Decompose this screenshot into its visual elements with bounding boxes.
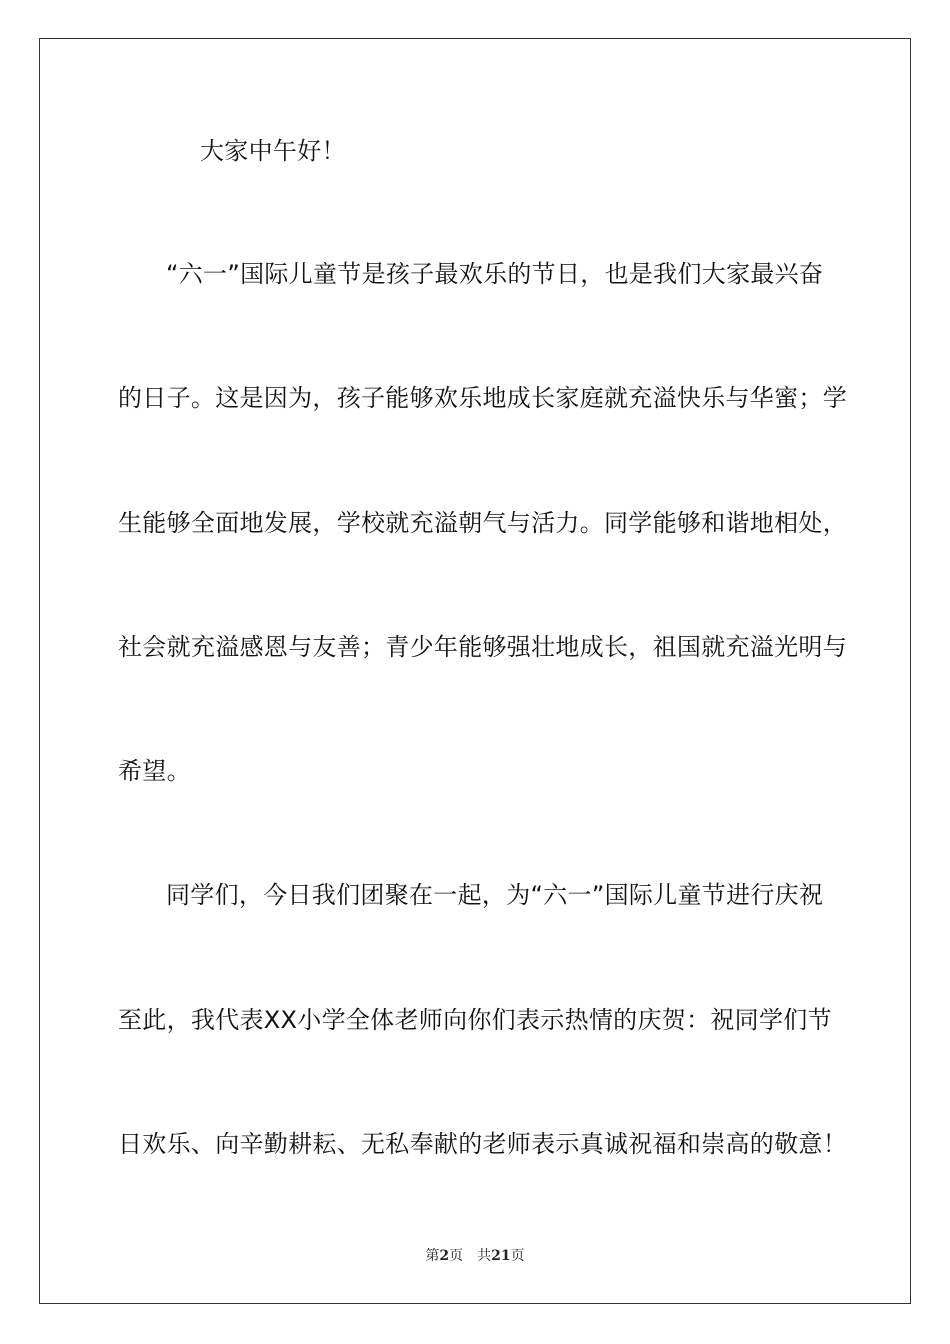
paragraph-line: 希望。 xyxy=(118,757,191,785)
paragraph-line: 的日子。这是因为，孩子能够欢乐地成长家庭就充溢快乐与华蜜；学 xyxy=(118,384,847,412)
total-prefix: 共 xyxy=(477,1248,492,1264)
total-suffix: 页 xyxy=(510,1248,525,1264)
total-pages: 21 xyxy=(491,1248,511,1264)
paragraph-line: “六一”国际儿童节是孩子最欢乐的节日，也是我们大家最兴奋 xyxy=(166,260,824,288)
page-frame xyxy=(39,38,911,1304)
paragraph-line: 同学们，今日我们团聚在一起，为“六一”国际儿童节进行庆祝 xyxy=(166,881,824,909)
page-suffix: 页 xyxy=(449,1248,464,1264)
paragraph-line: 生能够全面地发展，学校就充溢朝气与活力。同学能够和谐地相处， xyxy=(118,509,847,537)
page-prefix: 第 xyxy=(425,1248,440,1264)
paragraph-line: 社会就充溢感恩与友善；青少年能够强壮地成长，祖国就充溢光明与 xyxy=(118,633,847,661)
paragraph-line: 日欢乐、向辛勤耕耘、无私奉献的老师表示真诚祝福和崇高的敬意！ xyxy=(118,1130,847,1158)
paragraph-line: 至此，我代表XX小学全体老师向你们表示热情的庆贺：祝同学们节 xyxy=(118,1006,832,1034)
page-number: 2 xyxy=(439,1248,450,1264)
greeting-line: 大家中午好！ xyxy=(200,137,346,165)
page-footer xyxy=(0,1247,950,1265)
